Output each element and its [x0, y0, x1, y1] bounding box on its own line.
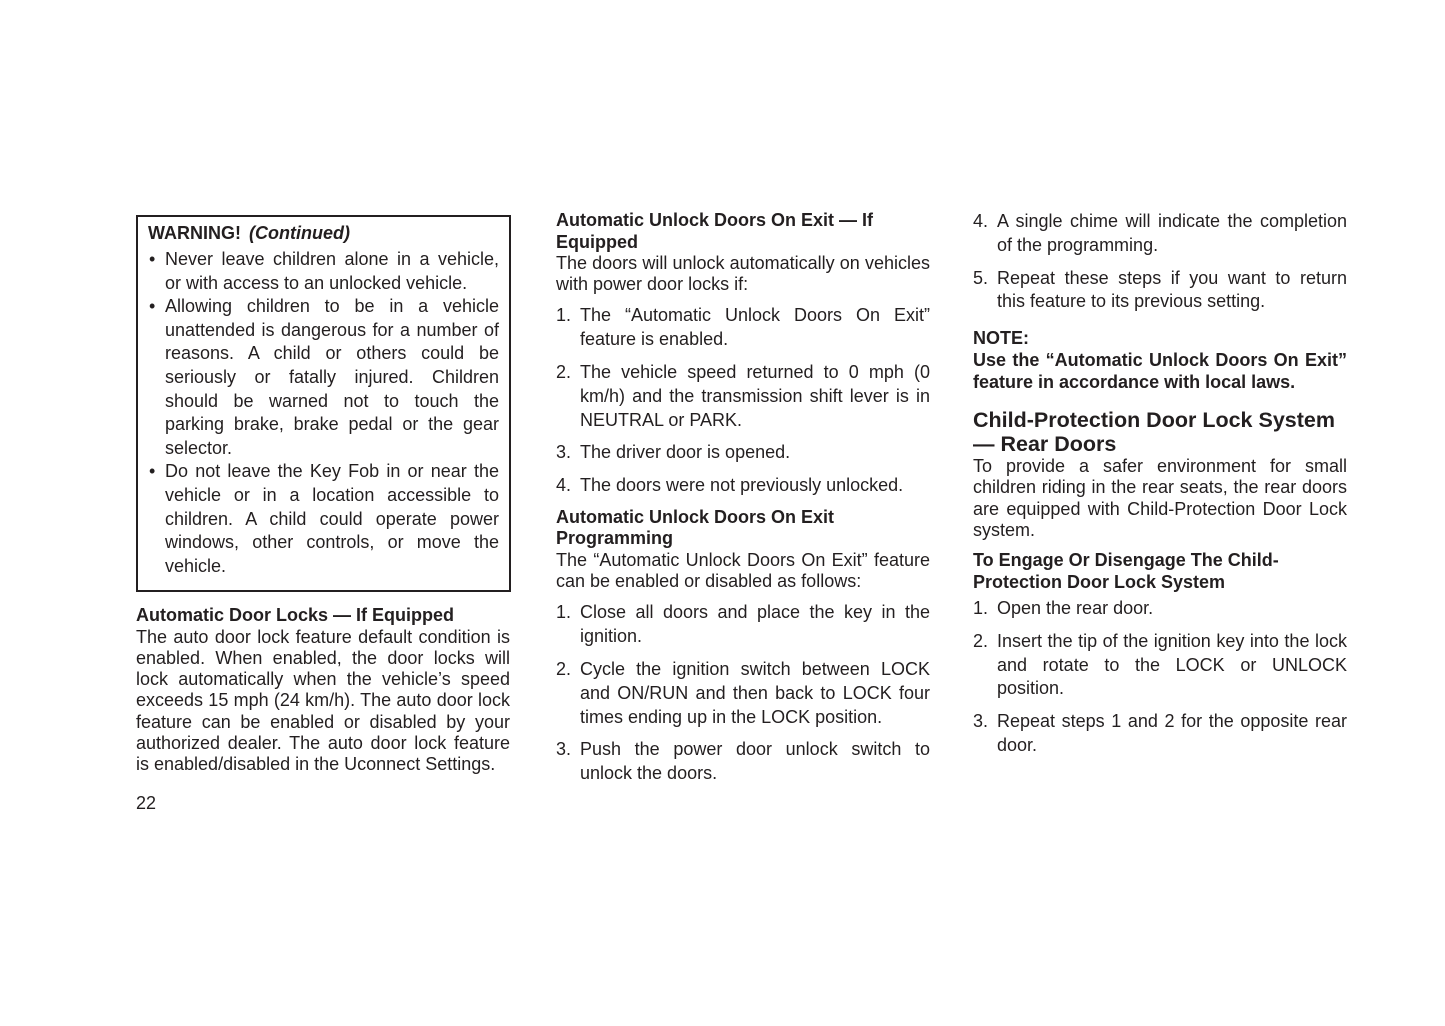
section-child-protection: [973, 408, 1347, 541]
item-text: The doors were not previously unlocked.: [580, 475, 904, 496]
section-engage: [973, 550, 1347, 758]
section-body: The doors will unlock automatically on vehicles with power door locks if:: [556, 253, 930, 295]
list-item: [973, 210, 1347, 258]
column-2: [556, 210, 930, 786]
note-body: Use the “Automatic Unlock Doors On Exit” feature in accordance with local laws.: [973, 350, 1347, 393]
section-heading: To Engage Or Disengage The Child-Protection Door Lock System: [973, 550, 1279, 592]
section-body: The auto door lock feature default condition is enabled. When enabled, the door locks will lock automatically when the vehicle’s speed exceeds 15 mph (24 km/h). The auto door lock feature can be enabled or disabled by your authorized dealer. The auto door lock feature is enabled/disabled in the Uconnect Settings.: [136, 626, 510, 775]
item-number: 1.: [556, 602, 572, 623]
section-heading: Automatic Unlock Doors On Exit — If Equipped: [556, 210, 874, 252]
list-item: [556, 738, 930, 786]
section-programming: [556, 507, 930, 786]
section-unlock-exit: [556, 210, 930, 498]
warning-box: [136, 215, 511, 592]
item-text: Open the rear door.: [997, 598, 1154, 618]
warning-continued: (Continued): [249, 223, 350, 243]
list-item: [556, 361, 930, 432]
note-label: NOTE:: [973, 328, 1029, 349]
column-1: [136, 215, 510, 775]
item-number: 3.: [556, 739, 572, 760]
item-number: 2.: [556, 658, 572, 679]
item-number: 2.: [556, 362, 572, 382]
warning-bullet: • Do not leave the Key Fob in or near the vehicle or in a location accessible to children. A child could operate power windows, other controls, or move the vehicle.: [148, 460, 499, 578]
list-item: [556, 601, 930, 649]
list-item: [973, 710, 1347, 758]
warning-label: WARNING!: [148, 223, 241, 243]
item-number: 3.: [973, 711, 989, 732]
section-door-locks: [136, 605, 510, 775]
item-text: The driver door is opened.: [580, 442, 791, 463]
item-text: The vehicle speed returned to 0 mph (0 km/h) and the transmission shift lever is in NEUTRAL or PARK.: [580, 362, 930, 430]
section-heading: Automatic Door Locks — If Equipped: [136, 605, 455, 626]
item-text: Cycle the ignition switch between LOCK and ON/RUN and then back to LOCK four times ending up in the LOCK position.: [580, 658, 930, 727]
section-body: The “Automatic Unlock Doors On Exit” feature can be enabled or disabled as follows:: [556, 549, 930, 592]
list-item: [973, 630, 1347, 701]
item-number: 2.: [973, 630, 989, 651]
item-number: 1.: [973, 598, 989, 618]
list-item: [556, 304, 930, 352]
section-body: To provide a safer environment for small children riding in the rear seats, the rear doors are equipped with Child-Protection Door Lock system.: [973, 456, 1347, 540]
page-number: 22: [136, 793, 157, 813]
item-number: 4.: [556, 475, 572, 496]
item-number: 1.: [556, 305, 572, 326]
item-number: 5.: [973, 267, 989, 288]
warning-title: [148, 222, 499, 244]
item-text: A single chime will indicate the completion of the programming.: [997, 211, 1347, 255]
section-title: Child-Protection Door Lock System — Rear Doors: [973, 408, 1335, 457]
item-number: 4.: [973, 211, 989, 231]
column-3: [973, 201, 1347, 758]
list-item: [973, 597, 1347, 621]
item-text: Repeat steps 1 and 2 for the opposite rear door.: [997, 711, 1347, 755]
section-heading: Automatic Unlock Doors On Exit Programming: [556, 506, 835, 549]
list-item: [556, 441, 930, 465]
warning-bullet: • Never leave children alone in a vehicle, or with access to an unlocked vehicle.: [148, 248, 499, 295]
item-text: The “Automatic Unlock Doors On Exit” feature is enabled.: [580, 305, 930, 350]
list-item: [973, 267, 1347, 315]
item-text: Close all doors and place the key in the ignition.: [580, 602, 930, 647]
item-text: Insert the tip of the ignition key into the lock and rotate to the LOCK or UNLOCK position.: [997, 630, 1347, 699]
item-text: Repeat these steps if you want to return this feature to its previous setting.: [997, 267, 1347, 312]
list-item: [556, 658, 930, 729]
item-number: 3.: [556, 442, 572, 463]
warning-bullet: • Allowing children to be in a vehicle unattended is dangerous for a number of reasons. A child or others could be seriously or fatally injured. Children should be warned not to touch the parking brake, brake pedal or the gear selector.: [148, 295, 499, 460]
item-text: Push the power door unlock switch to unlock the doors.: [580, 739, 930, 784]
list-item: [556, 474, 930, 498]
